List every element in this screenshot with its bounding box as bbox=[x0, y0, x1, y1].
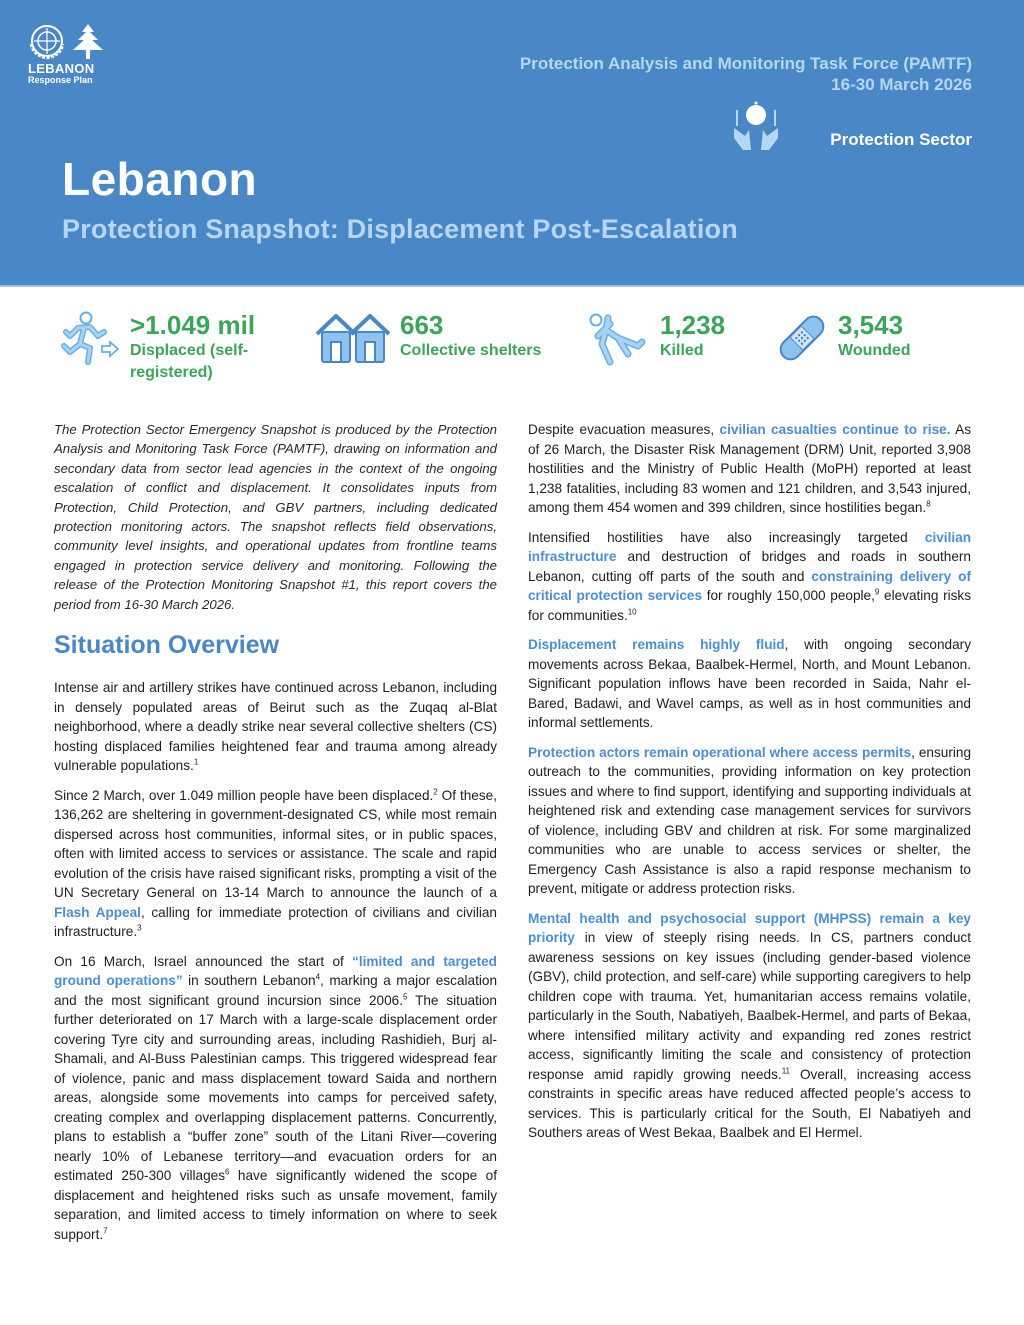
paragraph-text: Despite evacuation measures, bbox=[528, 422, 720, 437]
stat-value: >1.049 mil bbox=[130, 310, 256, 340]
ground-operations-link[interactable]: “limited and targeted ground operations” bbox=[54, 953, 497, 989]
section-heading: Situation Overview bbox=[54, 631, 280, 660]
stat-label: Wounded bbox=[838, 342, 911, 359]
stat-label-line: Displaced (self- bbox=[130, 342, 249, 359]
page-title: Lebanon bbox=[62, 153, 258, 205]
report-period: 16-30 March 2026 bbox=[831, 75, 972, 94]
paragraph-fluid-displacement bbox=[528, 635, 971, 733]
stat-collective-shelters bbox=[314, 310, 541, 366]
lebanon-response-plan-logo bbox=[28, 22, 114, 85]
paragraph-text: , ensuring outreach to the communities, providing information on key protection issues and where to find support, identifying and supporting individuals at heightened risk and extending case management services for survivors of violence, including GBV and children at risk. For some marginalized communities who are unable to access services or shelter, the Emergency Cash Assistance is also a rapid response mechanism to prevent, mitigate or address protection risks. bbox=[528, 744, 971, 896]
footnote-ref[interactable]: 2 bbox=[433, 787, 438, 797]
paragraph-text: Since 2 March, over 1.049 million people have been displaced. bbox=[54, 787, 434, 803]
stat-label: Killed bbox=[660, 342, 704, 359]
paragraph-text: elevating risks for communities. bbox=[528, 588, 972, 623]
bandage-icon bbox=[774, 310, 830, 366]
paragraph-text: Of these, 136,262 are sheltering in government-designated CS, while most remain dispersed across host communities, informal sites, or in public spaces, often with limited access to services or assistance. The scale and rapid evolution of the crisis have raised significant risks, prompting a visit of the UN Secretary General on 13-14 March to announce the launch of a bbox=[54, 787, 498, 901]
paragraph-displacement-figures bbox=[54, 786, 497, 942]
protection-actors-highlight: Protection actors remain operational where access permits bbox=[528, 744, 912, 760]
civilian-infrastructure-link[interactable]: civilian infrastructure bbox=[528, 529, 971, 564]
paragraph-text: The situation further deteriorated on 17 March with a large-scale displacement order covering Tyre city and surrounding areas, including Rashidieh, Burj al-Shamali, and Al-Buss Palestinian camps. This triggered widespread fear of violence, panic and mass displacement toward Saida and northern areas, alongside some movements into camps for perceived safety, creating complex and overlapping displacement patterns. Concurrently, plans to establish a “buffer zone” south of the Litani River—covering nearly 10% of Lebanese territory—and evacuation orders for an estimated 250-300 villages bbox=[54, 992, 497, 1184]
paragraph-protection-actors bbox=[528, 743, 971, 899]
stat-value: 1,238 bbox=[660, 310, 726, 340]
footnote-ref[interactable]: 4 bbox=[315, 972, 321, 982]
falling-person-icon bbox=[588, 310, 652, 370]
paragraph-text: Overall, increasing access constraints in specific areas have reduced affected people’s access to services. This is particularly critical for the South, El Nabatiyeh and Southers areas of West Bekaa, Baalbek and El Hermel. bbox=[528, 1066, 971, 1140]
mhpss-highlight: Mental health and psychosocial support (MHPSS) remain a key priority bbox=[528, 910, 971, 945]
paragraph-text: Intense air and artillery strikes have continued across Lebanon, including in densely populated areas of Beirut such as the Zuqaq al-Blat neighborhood, where a deadly strike near several collective shelters (CS) hosting displaced families heightened fear and trauma among already vulnerable populations. bbox=[54, 680, 497, 774]
sector-label: Protection Sector bbox=[830, 130, 972, 149]
page-subtitle: Protection Snapshot: Displacement Post-Escalation bbox=[62, 214, 738, 244]
stat-label bbox=[130, 340, 255, 384]
footnote-ref[interactable]: 9 bbox=[874, 587, 880, 597]
left-column bbox=[54, 420, 497, 1254]
paragraph-casualties bbox=[528, 420, 971, 518]
footnote-ref[interactable]: 8 bbox=[926, 499, 931, 509]
paragraph-ground-operations bbox=[54, 952, 497, 1245]
paragraph-text: , calling for immediate protection of civilians and civilian infrastructure. bbox=[54, 904, 497, 940]
stat-displaced bbox=[56, 310, 255, 384]
paragraph-text: in view of steeply rising needs. In CS, partners conduct awareness sessions on key issues (including gender-based violence (GBV), child protection, and self-care) while supporting caregivers to help children cope with trauma. Yet, humanitarian access remains volatile, particularly in the South, Nabatiyeh, Baalbek-Hermel, and parts of Bekaa, where intensified military activity and expanding red zones restrict access, significantly limiting the scale and consistency of protection response amid rapidly growing needs. bbox=[528, 930, 971, 1082]
right-column bbox=[528, 420, 971, 1153]
stat-value: 3,543 bbox=[838, 310, 904, 340]
paragraph-text: and destruction of bridges and roads in southern Lebanon, cutting off parts of the south and bbox=[528, 549, 971, 584]
footnote-ref[interactable]: 6 bbox=[225, 1167, 230, 1177]
footnote-ref[interactable]: 1 bbox=[193, 757, 199, 767]
flash-appeal-link[interactable]: Flash Appeal bbox=[54, 904, 141, 920]
stat-value: 663 bbox=[400, 310, 444, 340]
intro-paragraph: The Protection Sector Emergency Snapshot is produced by the Protection Analysis and Monitoring Task Force (PAMTF), drawing on information and secondary data from sector lead agencies in the context of the ongoing escalation of conflict and displacement. It consolidates inputs from Protection, Child Protection, and GBV partners, including dedicated protection monitoring actors. The snapshot reflects field observations, community level insights, and operational updates from frontline teams engaged in protection service delivery and monitoring. Following the release of the Protection Monitoring Snapshot #1, this report covers the period from 16-30 March 2026. bbox=[54, 422, 497, 612]
stat-killed bbox=[588, 310, 725, 370]
fleeing-person-icon bbox=[56, 310, 122, 366]
cedar-tree-icon bbox=[70, 22, 106, 60]
task-force-block bbox=[520, 53, 972, 95]
task-force-name: Protection Analysis and Monitoring Task Force (PAMTF) bbox=[519, 54, 972, 73]
paragraph-text: On 16 March, Israel announced the start of bbox=[54, 953, 353, 969]
footnote-ref[interactable]: 11 bbox=[781, 1065, 791, 1075]
paragraph-text: As of 26 March, the Disaster Risk Management (DRM) Unit, reported 3,908 hostilities and the Ministry of Public Health (MoPH) reported at least 1,238 fatalities, including 83 women and 121 children, and 3,543 injured, among them 454 women and 399 children, since hostilities began. bbox=[528, 422, 971, 515]
footnote-ref[interactable]: 10 bbox=[627, 606, 637, 616]
fluid-displacement-highlight: Displacement remains highly fluid bbox=[528, 637, 785, 652]
stat-label-line: registered) bbox=[130, 364, 213, 381]
paragraph-text: Intensified hostilities have also increasingly targeted bbox=[528, 529, 925, 545]
un-emblem-icon bbox=[28, 22, 66, 60]
logo-title: LEBANON bbox=[28, 61, 95, 76]
key-figures bbox=[0, 310, 1024, 400]
paragraph-text: for roughly 150,000 people, bbox=[702, 588, 875, 603]
casualties-link[interactable]: civilian casualties continue to rise. bbox=[719, 422, 951, 437]
footnote-ref[interactable]: 3 bbox=[137, 923, 142, 933]
stat-label: Collective shelters bbox=[400, 342, 542, 359]
paragraph-mhpss bbox=[528, 909, 971, 1143]
paragraph-text: have significantly widened the scope of displacement and heightened risks such as unsafe movement, family separation, and limited access to timely information on where to seek support. bbox=[54, 1168, 497, 1242]
paragraph-text: , marking a major escalation and the most significant ground incursion since 2006. bbox=[54, 973, 498, 1008]
paragraph-text: in southern Lebanon bbox=[182, 973, 316, 989]
stat-wounded bbox=[774, 310, 911, 366]
houses-icon bbox=[314, 310, 392, 366]
logo-subtitle: Response Plan bbox=[28, 75, 93, 85]
paragraph-infrastructure bbox=[528, 528, 971, 626]
footnote-ref[interactable]: 5 bbox=[403, 992, 408, 1002]
paragraph-strikes bbox=[54, 678, 497, 776]
footnote-ref[interactable]: 7 bbox=[103, 1226, 108, 1236]
page-header bbox=[0, 0, 1024, 287]
constraining-delivery-link[interactable]: constraining delivery of critical protection services bbox=[528, 568, 971, 603]
hands-protecting-icon bbox=[731, 100, 781, 154]
paragraph-text: , with ongoing secondary movements across Bekaa, Baalbek-Hermel, North, and Mount Lebanon. Significant population inflows have been recorded in Saida, Nahr el-Bared, Badawi, and Wavel camps, as well as in host communities and informal settlements. bbox=[528, 637, 971, 730]
